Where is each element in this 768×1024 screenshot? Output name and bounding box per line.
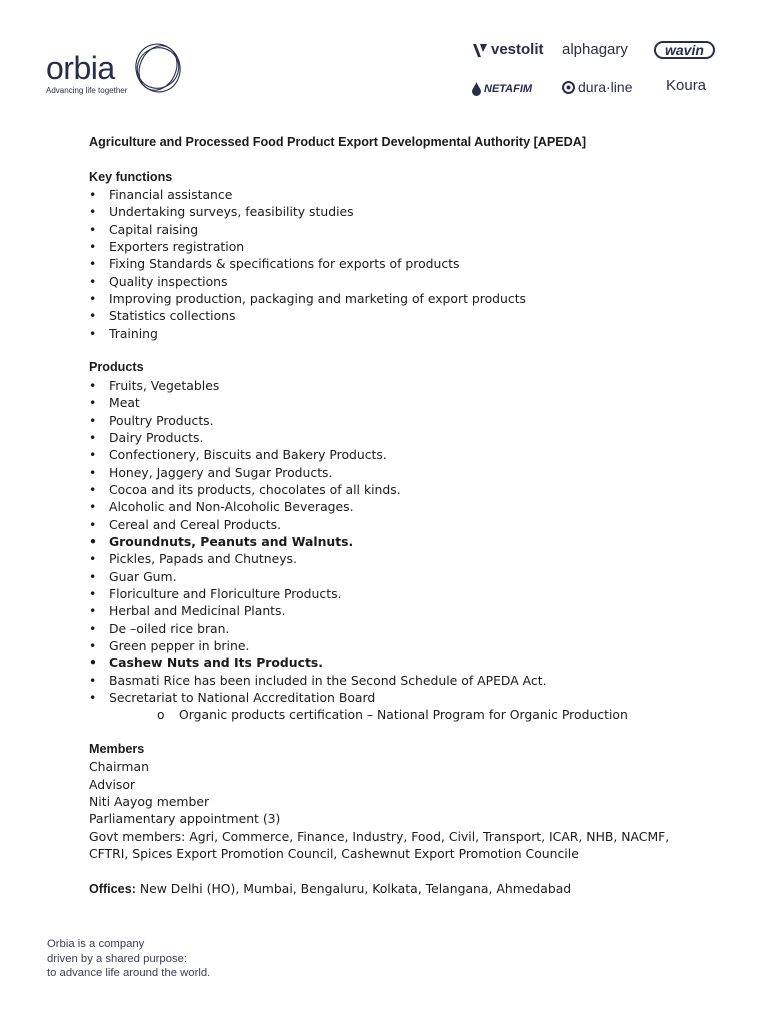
- list-item: • Cocoa and its products, chocolates of all kinds.: [89, 481, 729, 498]
- list-item: • Honey, Jaggery and Sugar Products.: [89, 464, 729, 481]
- document-body: [89, 134, 729, 898]
- list-item: • Meat: [89, 394, 729, 411]
- page-header: [0, 0, 768, 110]
- offices-line: [89, 880, 729, 898]
- list-item: • Floriculture and Floriculture Products.: [89, 585, 729, 602]
- orbia-mark-icon: [132, 40, 184, 96]
- list-item: • Fruits, Vegetables: [89, 377, 729, 394]
- duraline-circle-icon: [562, 81, 575, 94]
- list-item: • Undertaking surveys, feasibility studies: [89, 203, 729, 220]
- list-item: • Dairy Products.: [89, 429, 729, 446]
- list-item: • Fixing Standards & specifications for exports of products: [89, 255, 729, 272]
- list-item: • Financial assistance: [89, 186, 729, 203]
- vestolit-logo: [472, 40, 544, 60]
- list-item: • Capital raising: [89, 221, 729, 238]
- members-heading: Members: [89, 742, 145, 757]
- list-item: • Secretariat to National Accreditation Board: [89, 689, 729, 706]
- netafim-drop-icon: [472, 82, 481, 96]
- list-item: • Guar Gum.: [89, 568, 729, 585]
- netafim-label: NETAFIM: [484, 83, 533, 95]
- products-list: [89, 377, 729, 707]
- list-item: • Statistics collections: [89, 307, 729, 324]
- vestolit-label: vestolit: [491, 41, 544, 58]
- list-item: • Training: [89, 325, 729, 342]
- list-item: • Green pepper in brine.: [89, 637, 729, 654]
- members-line: Parliamentary appointment (3): [89, 811, 281, 827]
- sub-list-item: [89, 706, 729, 723]
- list-item: • De –oiled rice bran.: [89, 620, 729, 637]
- members-line: Chairman: [89, 759, 149, 775]
- list-item: • Confectionery, Biscuits and Bakery Products.: [89, 446, 729, 463]
- alphagary-label: alphagary: [562, 41, 628, 58]
- koura-label: Koura: [666, 77, 707, 94]
- duraline-label: dura·line: [578, 79, 633, 95]
- footer-line: driven by a shared purpose:: [47, 952, 188, 965]
- list-item: • Poultry Products.: [89, 412, 729, 429]
- sub-list-marker: o: [157, 707, 165, 723]
- page-footer: [47, 937, 210, 981]
- footer-line: to advance life around the world.: [47, 967, 211, 980]
- list-item: • Herbal and Medicinal Plants.: [89, 602, 729, 619]
- duraline-logo: [562, 77, 632, 97]
- list-item: • Basmati Rice has been included in the Second Schedule of APEDA Act.: [89, 672, 729, 689]
- wavin-logo: [654, 41, 715, 59]
- list-item: • Cereal and Cereal Products.: [89, 516, 729, 533]
- alphagary-logo: [562, 40, 628, 60]
- orbia-wordmark: orbia: [46, 50, 115, 86]
- products-heading: Products: [89, 360, 144, 375]
- list-item: • Cashew Nuts and Its Products.: [89, 654, 729, 671]
- key-functions-list: [89, 186, 729, 342]
- offices-value: New Delhi (HO), Mumbai, Bengaluru, Kolkata, Telangana, Ahmedabad: [135, 880, 572, 896]
- footer-line: Orbia is a company: [47, 938, 145, 950]
- list-item: • Exporters registration: [89, 238, 729, 255]
- sub-list-text: Organic products certification – National Program for Organic Production: [179, 707, 628, 723]
- key-functions-heading: Key functions: [89, 169, 173, 184]
- list-item: • Groundnuts, Peanuts and Walnuts.: [89, 533, 729, 550]
- list-item: • Improving production, packaging and marketing of export products: [89, 290, 729, 307]
- offices-label: Offices:: [89, 881, 136, 896]
- list-item: • Alcoholic and Non-Alcoholic Beverages.: [89, 498, 729, 515]
- orbia-tagline: Advancing life together: [46, 86, 128, 95]
- members-line: Govt members: Agri, Commerce, Finance, Industry, Food, Civil, Transport, ICAR, NHB, NACMF,: [89, 828, 670, 844]
- vestolit-v-icon: [472, 42, 488, 58]
- members-line: CFTRI, Spices Export Promotion Council, Cashewnut Export Promotion Councile: [89, 846, 579, 862]
- document-title: Agriculture and Processed Food Product Export Developmental Authority [APEDA]: [89, 135, 587, 149]
- wavin-label: wavin: [665, 42, 704, 58]
- netafim-logo: [472, 79, 532, 99]
- members-line: Niti Aayog member: [89, 794, 210, 810]
- koura-logo: [666, 76, 706, 96]
- list-item: • Pickles, Papads and Chutneys.: [89, 550, 729, 567]
- members-line: Advisor: [89, 776, 136, 792]
- list-item: • Quality inspections: [89, 273, 729, 290]
